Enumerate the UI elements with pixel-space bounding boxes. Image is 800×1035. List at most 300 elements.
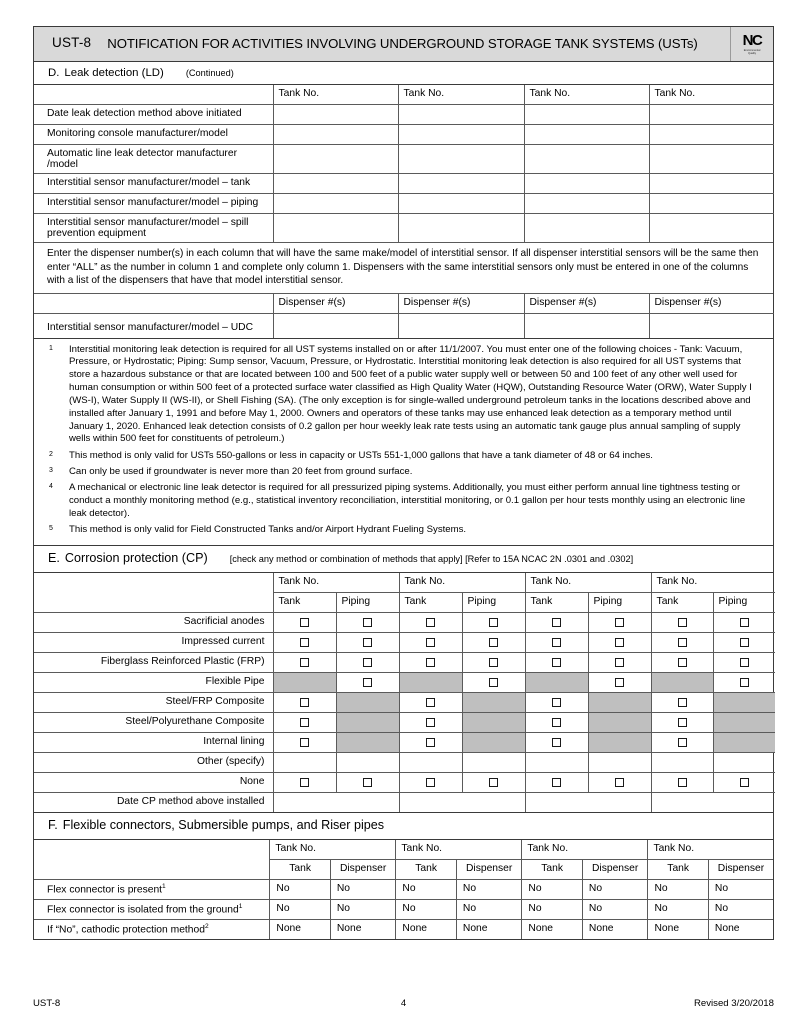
shaded-cell (336, 713, 399, 733)
checkbox-icon[interactable] (678, 638, 687, 647)
tank-no-header-2: Tank No. (398, 85, 524, 105)
footer-page-number: 4 (400, 998, 407, 1009)
row-label: Sacrificial anodes (34, 613, 273, 633)
checkbox-icon[interactable] (552, 698, 561, 707)
checkbox-icon[interactable] (426, 718, 435, 727)
table-header-row (34, 573, 775, 593)
row-label: Date leak detection method above initiated (34, 105, 273, 125)
checkbox-cell[interactable] (336, 673, 399, 693)
table-row (34, 793, 775, 813)
dispenser-header-3: Dispenser #(s) (524, 294, 649, 314)
value-cell[interactable]: None (396, 919, 456, 939)
checkbox-icon[interactable] (552, 778, 561, 787)
row-label: Interstitial sensor manufacturer/model – tank (34, 174, 273, 194)
input-cell[interactable] (273, 214, 398, 243)
checkbox-cell[interactable] (273, 773, 336, 793)
spacer-cell (34, 840, 270, 880)
input-cell[interactable] (525, 793, 651, 813)
checkbox-icon[interactable] (489, 658, 498, 667)
checkbox-icon[interactable] (300, 658, 309, 667)
f-subheader-dispenser-4: Dispenser (708, 859, 773, 879)
checkbox-cell[interactable] (713, 613, 775, 633)
f-subheader-tank-2: Tank (396, 859, 456, 879)
corrosion-protection-table (34, 573, 775, 812)
checkbox-icon[interactable] (740, 658, 749, 667)
checkbox-icon[interactable] (426, 738, 435, 747)
checkbox-cell[interactable] (525, 773, 588, 793)
dispenser-header-2: Dispenser #(s) (398, 294, 524, 314)
footnote (46, 466, 761, 479)
checkbox-icon[interactable] (552, 638, 561, 647)
form-code: UST-8 (52, 35, 92, 50)
checkbox-cell[interactable] (399, 633, 462, 653)
checkbox-icon[interactable] (615, 678, 624, 687)
footnote-number: 5 (49, 525, 53, 533)
value-cell[interactable]: No (522, 879, 582, 899)
checkbox-cell[interactable] (588, 773, 651, 793)
checkbox-icon[interactable] (300, 738, 309, 747)
checkbox-cell[interactable] (588, 653, 651, 673)
value-cell[interactable]: No (708, 879, 773, 899)
input-cell[interactable] (649, 174, 774, 194)
checkbox-cell[interactable] (713, 773, 775, 793)
input-cell[interactable] (398, 125, 524, 145)
nc-logo-subtitle (744, 49, 761, 55)
checkbox-cell[interactable] (462, 613, 525, 633)
checkbox-icon[interactable] (740, 778, 749, 787)
dispenser-header-4: Dispenser #(s) (649, 294, 774, 314)
shaded-cell (336, 693, 399, 713)
shaded-cell (462, 693, 525, 713)
table-header-row (34, 294, 774, 314)
input-cell[interactable] (336, 753, 399, 773)
checkbox-icon[interactable] (740, 638, 749, 647)
value-cell[interactable]: No (456, 879, 522, 899)
footnote-text: This method is only valid for Field Constructed Tanks and/or Airport Hydrant Fueling Systems. (69, 524, 467, 536)
checkbox-cell[interactable] (713, 633, 775, 653)
table-row (34, 673, 775, 693)
section-e-title: Corrosion protection (CP) (64, 551, 208, 566)
checkbox-icon[interactable] (300, 618, 309, 627)
input-cell[interactable] (649, 145, 774, 174)
dispenser-instruction: Enter the dispenser number(s) in each column that will have the same make/model of interstitial sensor. If all dispenser interstitial sensors will be the same then enter “ALL” as the number in column 1 and complete only column 1. Dispensers with the same interstitial sensors only must be entered in one of the columns with a list of the dispensers that have that model interstitial sensor. (34, 242, 773, 293)
value-cell[interactable]: No (270, 899, 330, 919)
footnote (46, 344, 761, 447)
checkbox-icon[interactable] (489, 638, 498, 647)
footnote-text: A mechanical or electronic line leak detector is required for all pressurized piping systems. Additionally, you must either perform annual line tightness testing or conduct a monthly monitoring method (e.g., statistical inventory reconciliation, interstitial monitoring, or 0.1 gallon per hour tests monthly using an electronic line leak detector). (69, 482, 746, 520)
shaded-cell (651, 673, 713, 693)
checkbox-cell[interactable] (651, 693, 713, 713)
checkbox-icon[interactable] (426, 778, 435, 787)
value-cell[interactable]: No (330, 899, 396, 919)
footnote-text: This method is only valid for USTs 550-gallons or less in capacity or USTs 551-1,000 gallons that have a tank diameter of 48 or 64 inches. (69, 449, 653, 461)
row-label: Impressed current (34, 633, 273, 653)
value-cell[interactable]: None (456, 919, 522, 939)
table-row (34, 194, 774, 214)
tank-no-header-3: Tank No. (524, 85, 649, 105)
checkbox-icon[interactable] (489, 778, 498, 787)
value-cell[interactable]: No (582, 879, 648, 899)
value-cell[interactable]: None (522, 919, 582, 939)
section-d-letter: D. (48, 67, 60, 79)
row-label-text: Flex connector is present (47, 884, 163, 896)
checkbox-icon[interactable] (678, 718, 687, 727)
cp-tank-no-header-3: Tank No. (525, 573, 651, 593)
row-label: Interstitial sensor manufacturer/model – UDC (34, 313, 273, 338)
cp-tank-no-header-1: Tank No. (273, 573, 399, 593)
input-cell[interactable] (524, 194, 649, 214)
f-tank-no-header-2: Tank No. (396, 840, 522, 860)
tank-no-header-1: Tank No. (273, 85, 398, 105)
checkbox-cell[interactable] (399, 713, 462, 733)
checkbox-cell[interactable] (651, 613, 713, 633)
shaded-cell (588, 733, 651, 753)
input-cell[interactable] (273, 145, 398, 174)
input-cell[interactable] (649, 313, 774, 338)
checkbox-cell[interactable] (273, 633, 336, 653)
checkbox-cell[interactable] (525, 633, 588, 653)
footnote (46, 482, 761, 521)
checkbox-cell[interactable] (399, 773, 462, 793)
tank-no-header-4: Tank No. (649, 85, 774, 105)
input-cell[interactable] (713, 753, 775, 773)
checkbox-cell[interactable] (336, 633, 399, 653)
footnotes-block (34, 338, 773, 546)
checkbox-cell[interactable] (336, 653, 399, 673)
checkbox-cell[interactable] (273, 613, 336, 633)
table-row (34, 653, 775, 673)
spacer-cell (34, 573, 273, 613)
input-cell[interactable] (649, 105, 774, 125)
checkbox-cell[interactable] (525, 713, 588, 733)
input-cell[interactable] (649, 194, 774, 214)
checkbox-icon[interactable] (678, 698, 687, 707)
input-cell[interactable] (649, 214, 774, 243)
footnote-ref: 2 (204, 922, 209, 930)
input-cell[interactable] (273, 125, 398, 145)
input-cell[interactable] (524, 125, 649, 145)
row-label: Other (specify) (34, 753, 273, 773)
nc-logo-sub-line2: Quality (747, 52, 757, 56)
checkbox-icon[interactable] (300, 698, 309, 707)
section-f-letter: F. (48, 818, 58, 833)
checkbox-cell[interactable] (462, 673, 525, 693)
section-d-title: Leak detection (LD) (64, 67, 164, 79)
table-row (34, 773, 775, 793)
checkbox-icon[interactable] (426, 658, 435, 667)
input-cell[interactable] (651, 753, 713, 773)
table-header-row (34, 85, 774, 105)
checkbox-icon[interactable] (363, 658, 372, 667)
footnote-number: 2 (49, 450, 53, 458)
f-tank-no-header-1: Tank No. (270, 840, 396, 860)
checkbox-cell[interactable] (273, 693, 336, 713)
input-cell[interactable] (399, 793, 525, 813)
checkbox-icon[interactable] (363, 778, 372, 787)
footnote-number: 4 (49, 483, 53, 491)
input-cell[interactable] (398, 194, 524, 214)
row-label (34, 899, 270, 919)
form-title-bar (34, 27, 773, 62)
input-cell[interactable] (398, 214, 524, 243)
input-cell[interactable] (273, 105, 398, 125)
checkbox-icon[interactable] (489, 678, 498, 687)
value-cell[interactable]: No (396, 899, 456, 919)
shaded-cell (588, 693, 651, 713)
footnote (46, 524, 761, 537)
f-subheader-tank-1: Tank (270, 859, 330, 879)
checkbox-cell[interactable] (462, 653, 525, 673)
value-cell[interactable]: None (648, 919, 708, 939)
checkbox-icon[interactable] (740, 618, 749, 627)
checkbox-cell[interactable] (399, 733, 462, 753)
checkbox-icon[interactable] (363, 638, 372, 647)
cp-tank-no-header-4: Tank No. (651, 573, 775, 593)
footnote-number: 3 (49, 467, 53, 475)
cp-subheader-piping-2: Piping (462, 593, 525, 613)
cp-subheader-piping-3: Piping (588, 593, 651, 613)
f-subheader-tank-4: Tank (648, 859, 708, 879)
page-title: NOTIFICATION FOR ACTIVITIES INVOLVING UNDERGROUND STORAGE TANK SYSTEMS (USTs) (107, 36, 698, 51)
row-label (34, 919, 270, 939)
input-cell[interactable] (398, 105, 524, 125)
row-label: Steel/FRP Composite (34, 693, 273, 713)
spacer-cell (34, 85, 273, 105)
spacer-cell (34, 294, 273, 314)
input-cell[interactable] (524, 145, 649, 174)
input-cell[interactable] (398, 313, 524, 338)
checkbox-cell[interactable] (273, 713, 336, 733)
checkbox-cell[interactable] (462, 633, 525, 653)
value-cell[interactable]: No (330, 879, 396, 899)
value-cell[interactable]: None (708, 919, 773, 939)
cp-subheader-tank-3: Tank (525, 593, 588, 613)
shaded-cell (336, 733, 399, 753)
row-label (34, 879, 270, 899)
input-cell[interactable] (462, 753, 525, 773)
footer-revision-date: Revised 3/20/2018 (693, 998, 774, 1009)
table-row (34, 214, 774, 243)
checkbox-icon[interactable] (363, 678, 372, 687)
nc-logo-sub-line1: Environmental (743, 49, 761, 53)
checkbox-icon[interactable] (552, 658, 561, 667)
checkbox-icon[interactable] (552, 618, 561, 627)
input-cell[interactable] (273, 313, 398, 338)
table-row (34, 313, 774, 338)
value-cell[interactable]: None (330, 919, 396, 939)
shaded-cell (462, 733, 525, 753)
checkbox-icon[interactable] (552, 738, 561, 747)
checkbox-cell[interactable] (336, 773, 399, 793)
footnote (46, 450, 761, 463)
checkbox-icon[interactable] (489, 618, 498, 627)
checkbox-icon[interactable] (678, 738, 687, 747)
table-row (34, 713, 775, 733)
checkbox-cell[interactable] (525, 613, 588, 633)
checkbox-icon[interactable] (678, 618, 687, 627)
shaded-cell (462, 713, 525, 733)
section-d-continued: (Continued) (185, 68, 234, 78)
checkbox-cell[interactable] (336, 613, 399, 633)
shaded-cell (273, 673, 336, 693)
table-row (34, 919, 773, 939)
section-e-header (34, 545, 773, 573)
checkbox-cell[interactable] (399, 693, 462, 713)
checkbox-cell[interactable] (651, 653, 713, 673)
checkbox-cell[interactable] (399, 613, 462, 633)
checkbox-icon[interactable] (615, 638, 624, 647)
checkbox-icon[interactable] (426, 698, 435, 707)
checkbox-cell[interactable] (273, 733, 336, 753)
checkbox-cell[interactable] (588, 633, 651, 653)
value-cell[interactable]: No (648, 899, 708, 919)
input-cell[interactable] (524, 214, 649, 243)
table-row (34, 174, 774, 194)
shaded-cell (588, 713, 651, 733)
footnote-text: Can only be used if groundwater is never more than 20 feet from ground surface. (69, 466, 413, 478)
checkbox-icon[interactable] (615, 778, 624, 787)
input-cell[interactable] (525, 753, 588, 773)
shaded-cell (399, 673, 462, 693)
page-footer (33, 998, 774, 1009)
cp-subheader-piping-1: Piping (336, 593, 399, 613)
value-cell[interactable]: None (270, 919, 330, 939)
checkbox-icon[interactable] (740, 678, 749, 687)
checkbox-cell[interactable] (651, 633, 713, 653)
checkbox-cell[interactable] (525, 653, 588, 673)
f-subheader-dispenser-3: Dispenser (582, 859, 648, 879)
nc-logo-mark: NC (742, 31, 762, 49)
checkbox-icon[interactable] (552, 718, 561, 727)
cp-subheader-tank-4: Tank (651, 593, 713, 613)
udc-sensor-table (34, 294, 774, 338)
section-e-note: [check any method or combination of methods that apply] [Refer to 15A NCAC 2N .0301 and .0302] (229, 554, 634, 565)
section-f-header (34, 812, 773, 840)
value-cell[interactable]: No (396, 879, 456, 899)
cp-subheader-tank-1: Tank (273, 593, 336, 613)
f-tank-no-header-4: Tank No. (648, 840, 773, 860)
table-row (34, 613, 775, 633)
footnote-number: 1 (49, 344, 53, 352)
footer-form-code: UST-8 (33, 998, 61, 1009)
value-cell[interactable]: No (582, 899, 648, 919)
value-cell[interactable]: No (456, 899, 522, 919)
row-label: Flexible Pipe (34, 673, 273, 693)
table-row (34, 145, 774, 174)
form-frame (33, 26, 774, 940)
input-cell[interactable] (524, 174, 649, 194)
input-cell[interactable] (273, 753, 336, 773)
shaded-cell (713, 713, 775, 733)
checkbox-cell[interactable] (525, 693, 588, 713)
table-row (34, 879, 773, 899)
row-label: Monitoring console manufacturer/model (34, 125, 273, 145)
input-cell[interactable] (649, 125, 774, 145)
checkbox-cell[interactable] (651, 773, 713, 793)
f-tank-no-header-3: Tank No. (522, 840, 648, 860)
table-row (34, 633, 775, 653)
checkbox-icon[interactable] (426, 638, 435, 647)
checkbox-cell[interactable] (525, 733, 588, 753)
row-label-text: If “No”, cathodic protection method (47, 924, 205, 936)
checkbox-cell[interactable] (588, 613, 651, 633)
input-cell[interactable] (273, 174, 398, 194)
f-subheader-dispenser-1: Dispenser (330, 859, 396, 879)
checkbox-icon[interactable] (615, 658, 624, 667)
row-label: Automatic line leak detector manufacturer /model (34, 145, 273, 174)
cp-subheader-tank-2: Tank (399, 593, 462, 613)
cp-subheader-piping-4: Piping (713, 593, 775, 613)
row-label: Steel/Polyurethane Composite (34, 713, 273, 733)
checkbox-icon[interactable] (300, 638, 309, 647)
shaded-cell (525, 673, 588, 693)
table-row (34, 125, 774, 145)
checkbox-icon[interactable] (363, 618, 372, 627)
row-label: Interstitial sensor manufacturer/model – spill prevention equipment (34, 214, 273, 243)
cp-tank-no-header-2: Tank No. (399, 573, 525, 593)
checkbox-cell[interactable] (588, 673, 651, 693)
value-cell[interactable]: No (648, 879, 708, 899)
checkbox-cell[interactable] (273, 653, 336, 673)
checkbox-cell[interactable] (462, 773, 525, 793)
value-cell[interactable]: No (522, 899, 582, 919)
checkbox-icon[interactable] (300, 778, 309, 787)
checkbox-icon[interactable] (426, 618, 435, 627)
input-cell[interactable] (524, 105, 649, 125)
checkbox-cell[interactable] (713, 673, 775, 693)
table-header-row (34, 840, 773, 860)
leak-detection-table (34, 85, 774, 242)
section-f-title: Flexible connectors, Submersible pumps, and Riser pipes (62, 818, 385, 833)
checkbox-icon[interactable] (678, 658, 687, 667)
input-cell[interactable] (524, 313, 649, 338)
checkbox-icon[interactable] (300, 718, 309, 727)
row-label: None (34, 773, 273, 793)
input-cell[interactable] (651, 793, 775, 813)
input-cell[interactable] (588, 753, 651, 773)
checkbox-cell[interactable] (713, 653, 775, 673)
shaded-cell (713, 733, 775, 753)
footnote-ref: 1 (162, 882, 166, 890)
section-d-header (34, 62, 773, 85)
row-label: Date CP method above installed (34, 793, 273, 813)
footnote-text: Interstitial monitoring leak detection is required for all UST systems installed on or after 11/1/2007. You must enter one of the following choices - Tank: Vacuum, Pressure, or Hydrostatic; Piping: Sump sensor, Vacuum, Pressure, or Hydrostatic. Interstitial monitoring leak detection is also required for all UST systems that store a hazardous substance or that are located between 100 and 500 feet of a public water supply well or between 50 and 100 feet of any other well used for human consumption or within 500 feet of a protected surface water classified as High Quality Water (HQW), Outstanding Resource Water (ORW), Water Supply I (WS-I), Water Supply II (WS-II), or Shell Fishing (SA). (The only exception is for single-walled underground petroleum tanks in the locations described above and installed after January 1, 1991 and before May 1, 2000. Owners and operators of these tanks may use enhanced leak detection as a temporary method until January 1, 2020. Enhanced leak detection consists of 0.2 gallon per hour weekly leak rate tests using an automatic tank gauge plus annual sampling of supply wells within 500 feet for constituents of petroleum.) (69, 343, 752, 445)
dispenser-header-1: Dispenser #(s) (273, 294, 398, 314)
input-cell[interactable] (273, 793, 399, 813)
table-row (34, 753, 775, 773)
section-e-letter: E. (48, 551, 60, 566)
row-label: Interstitial sensor manufacturer/model – piping (34, 194, 273, 214)
checkbox-icon[interactable] (678, 778, 687, 787)
input-cell[interactable] (399, 753, 462, 773)
value-cell[interactable]: No (708, 899, 773, 919)
value-cell[interactable]: No (270, 879, 330, 899)
checkbox-cell[interactable] (651, 713, 713, 733)
input-cell[interactable] (273, 194, 398, 214)
checkbox-icon[interactable] (615, 618, 624, 627)
table-row (34, 105, 774, 125)
input-cell[interactable] (398, 145, 524, 174)
input-cell[interactable] (398, 174, 524, 194)
row-label: Internal lining (34, 733, 273, 753)
checkbox-cell[interactable] (399, 653, 462, 673)
footnote-ref: 1 (238, 902, 243, 910)
table-row (34, 693, 775, 713)
checkbox-cell[interactable] (651, 733, 713, 753)
value-cell[interactable]: None (582, 919, 648, 939)
shaded-cell (713, 693, 775, 713)
table-row (34, 899, 773, 919)
